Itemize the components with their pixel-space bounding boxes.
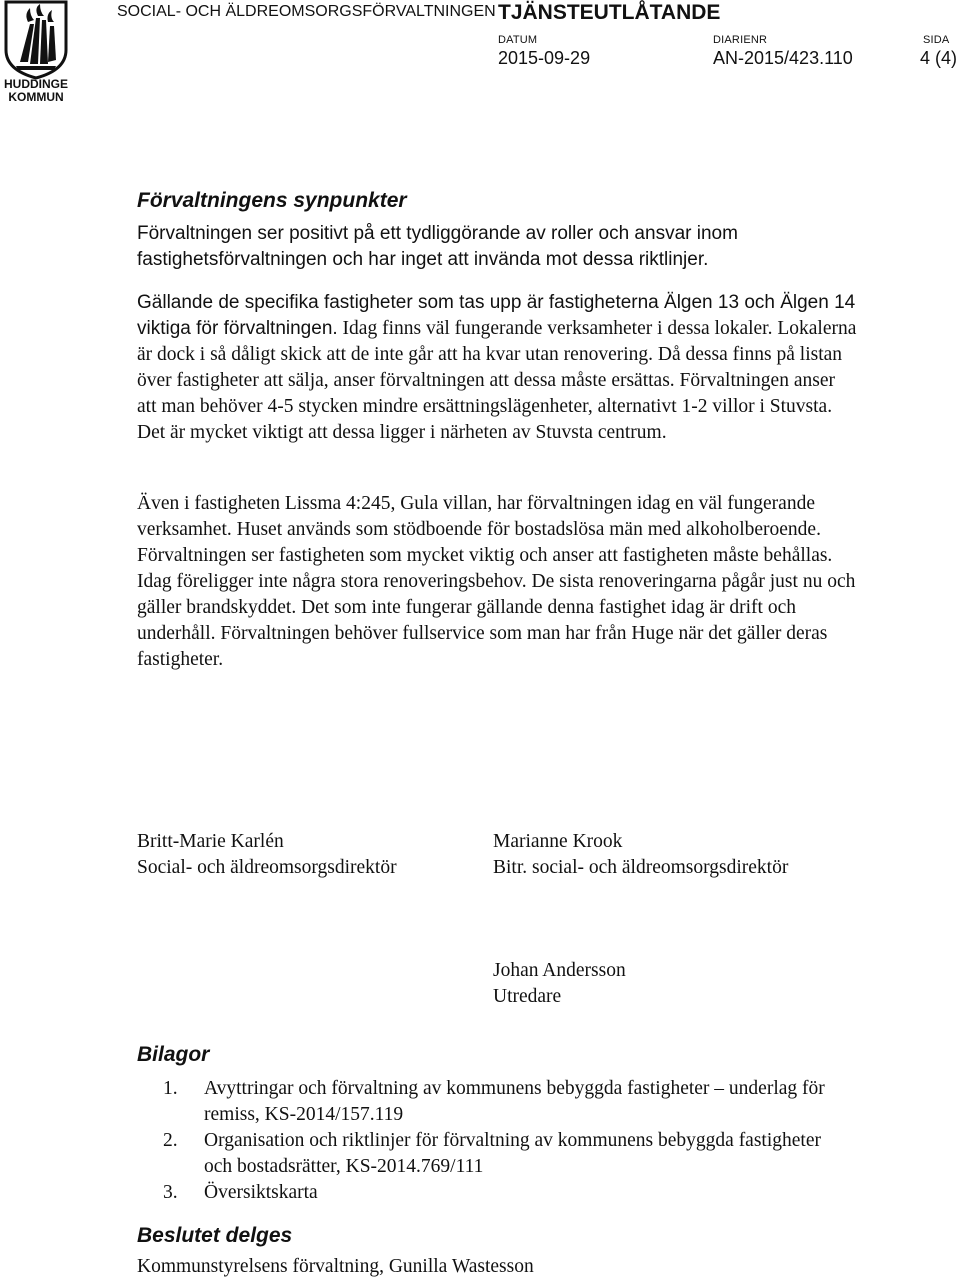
- coat-of-arms-icon: [0, 0, 72, 80]
- municipality-logo: [0, 0, 72, 108]
- logo-text-line: HUDDINGE: [3, 77, 68, 91]
- logo-text-line: KOMMUN: [8, 90, 64, 104]
- section-heading: Bilagor: [137, 1043, 210, 1066]
- paragraph-part: Idag finns väl fungerande verksamheter i dessa lokaler. Lokalerna är dock i så dåligt skick att de inte går att ha kvar utan renovering. Då dessa finns på listan över fastigheter att sälja, anser förvaltningen att dessa måste ersättas. Förvaltningen anser att man behöver 4-5 stycken mindre ersättningslägenheter, alternativt 1-2 villor i Stuvsta. Det är mycket viktigt att dessa ligger i närheten av Stuvsta centrum.: [137, 318, 857, 443]
- paragraph: Förvaltningen ser positivt på ett tydliggörande av roller och ansvar inom fastighetsförvaltningen och har inget att invända mot dessa riktlinjer.: [137, 223, 738, 270]
- signature-name: Marianne Krook: [493, 831, 623, 852]
- recipient-line: Kommunstyrelsens förvaltning, Gunilla Wastesson: [137, 1256, 534, 1277]
- diarie-value: AN-2015/423.110: [713, 48, 853, 68]
- diarie-label: DIARIENR: [713, 34, 768, 46]
- signature-name: Johan Andersson: [493, 960, 626, 981]
- document-type: TJÄNSTEUTLÅTANDE: [498, 1, 721, 24]
- signature-title: Utredare: [493, 986, 562, 1007]
- signature-name: Britt-Marie Karlén: [137, 831, 284, 852]
- paragraph: Även i fastigheten Lissma 4:245, Gula villan, har förvaltningen idag en väl fungerande verksamhet. Huset används som stödboende för bostadslösa män med alkoholberoende. Förvaltningen ser fastigheten som mycket viktig och anser att fastigheten måste behållas. Idag föreligger inte några stora renoveringsbehov. De sista renoveringarna pågår just nu och gäller brandskyddet. Det som inte fungerar gällande denna fastighet idag är drift och underhåll. Förvaltningen behöver fullservice som man har från Huge när det gäller deras fastigheter.: [137, 493, 856, 670]
- section-heading: Förvaltningens synpunkter: [137, 189, 407, 212]
- signature-title: Social- och äldreomsorgsdirektör: [137, 857, 397, 878]
- list-item-number: 2.: [163, 1130, 178, 1151]
- signature-block: [493, 958, 626, 1010]
- list-item: [163, 1076, 843, 1128]
- paragraph-part: Gällande de specifika fastigheter som tas upp är fastigheterna Älgen 13 och Älgen 14 viktiga för förvaltningen.: [137, 292, 856, 339]
- list-item: [163, 1180, 843, 1206]
- paragraph: [137, 290, 857, 446]
- signature-block: [137, 829, 397, 881]
- date-value: 2015-09-29: [498, 48, 591, 68]
- department-name: SOCIAL- OCH ÄLDREOMSORGSFÖRVALTNINGEN: [117, 3, 496, 20]
- page-label: SIDA: [923, 34, 950, 46]
- list-item-number: 3.: [163, 1182, 178, 1203]
- signature-block: [493, 829, 788, 881]
- page-value: 4 (4): [920, 48, 958, 68]
- list-item: [163, 1128, 843, 1180]
- logo-text: [0, 78, 72, 104]
- list-item-text: Avyttringar och förvaltning av kommunens bebyggda fastigheter – underlag för remiss, KS-2014/157.119: [204, 1078, 825, 1125]
- list-item-text: Organisation och riktlinjer för förvaltning av kommunens bebyggda fastigheter och bostadsrätter, KS-2014.769/111: [204, 1130, 821, 1177]
- list-item-text: Översiktskarta: [204, 1182, 318, 1203]
- list-item-number: 1.: [163, 1078, 178, 1099]
- section-heading: Beslutet delges: [137, 1224, 293, 1247]
- date-label: DATUM: [498, 34, 538, 46]
- attachment-list: [163, 1076, 843, 1206]
- signature-title: Bitr. social- och äldreomsorgsdirektör: [493, 857, 789, 878]
